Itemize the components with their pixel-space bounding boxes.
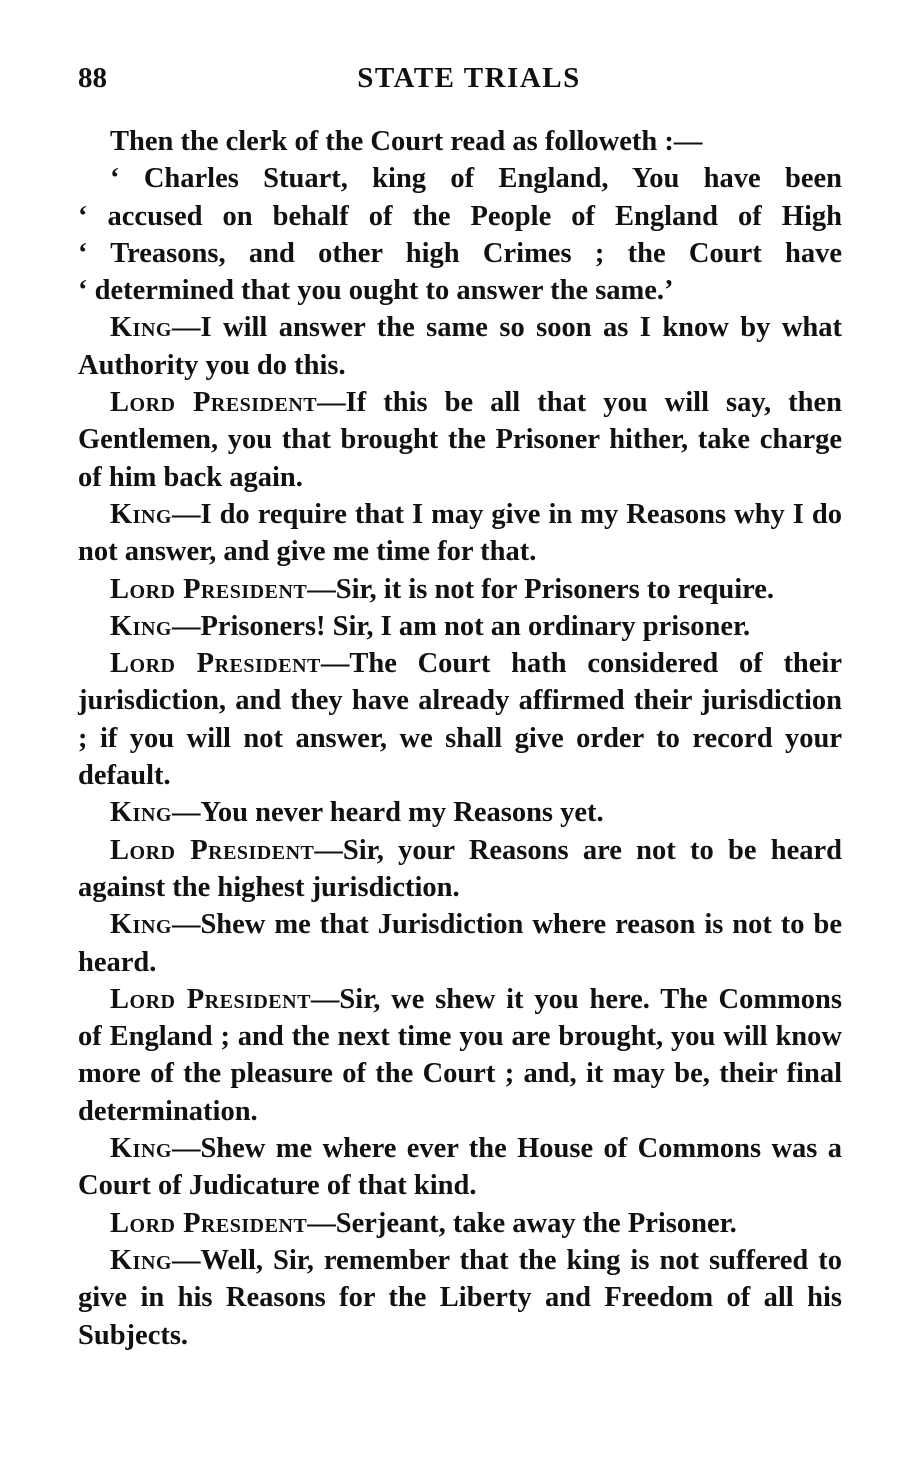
speech-text: —Sir, we shew it you here. The Commons of England ; and the next time you are brought, you will know more of the pleasure of the Court ; and, it may be, their final determination.	[78, 983, 842, 1127]
charge-line: ‘ Charles Stuart, king of England, You have been	[110, 163, 842, 195]
speech-text: —Sir, it is not for Prisoners to require.	[307, 573, 775, 605]
speaker-name: King	[110, 1133, 172, 1165]
speech-text: —Sir, your Reasons are not to be heard against the highest jurisdiction.	[78, 834, 843, 903]
speaker-name: King	[110, 1244, 172, 1276]
exchange-paragraph	[78, 1242, 842, 1354]
speech-text: —Shew me where ever the House of Commons was a Court of Judicature of that kind.	[78, 1133, 842, 1202]
speech-text: —Serjeant, take away the Prisoner.	[307, 1207, 737, 1239]
speech-text: —You never heard my Reasons yet.	[171, 797, 604, 829]
speech-text: —I will answer the same so soon as I know by what Authority you do this.	[78, 312, 842, 381]
page-number: 88	[78, 62, 107, 94]
intro-paragraph: Then the clerk of the Court read as followeth :—	[110, 126, 703, 157]
speaker-name: Lord President	[110, 573, 308, 605]
charge-line: ‘ accused on behalf of the People of England of High	[78, 200, 842, 232]
speaker-name: King	[110, 312, 172, 344]
exchange-paragraph	[78, 1205, 842, 1242]
speaker-name: King	[110, 610, 172, 642]
speaker-name: Lord President	[110, 983, 311, 1015]
exchange-paragraph	[78, 832, 842, 907]
speaker-name: Lord President	[110, 1207, 308, 1239]
speech-text: —Prisoners! Sir, I am not an ordinary prisoner.	[171, 610, 751, 642]
exchange-paragraph	[78, 309, 842, 384]
charge-line: ‘ Treasons, and other high Crimes ; the Court have	[78, 237, 842, 269]
speaker-name: King	[110, 797, 172, 829]
running-title: STATE TRIALS	[357, 62, 581, 94]
exchange-paragraph	[78, 645, 842, 794]
speaker-name: Lord President	[110, 387, 318, 419]
exchange-paragraph	[78, 384, 842, 496]
speech-text: —If this be all that you will say, then Gentlemen, you that brought the Prisoner hither, take charge of him back again.	[78, 387, 842, 493]
speech-text: —The Court hath considered of their jurisdiction, and they have already affirmed their jurisdiction ; if you will not answer, we shall give order to record your default.	[78, 648, 842, 792]
exchange-paragraph	[78, 906, 842, 981]
speech-text: —Shew me that Jurisdiction where reason is not to be heard.	[78, 909, 842, 978]
speaker-name: Lord President	[110, 834, 315, 866]
speech-text: —Well, Sir, remember that the king is not suffered to give in his Reasons for the Liberty and Freedom of all his Subjects.	[78, 1244, 842, 1351]
exchange-paragraph	[78, 794, 842, 831]
speaker-name: King	[110, 909, 172, 941]
running-head	[78, 62, 842, 106]
body-text	[78, 123, 842, 1354]
speaker-name: Lord President	[110, 648, 321, 680]
exchange-paragraph	[78, 608, 842, 645]
exchange-paragraph	[78, 571, 842, 608]
exchange-paragraph	[78, 981, 842, 1130]
speaker-name: King	[110, 498, 172, 530]
charge-line: ‘ determined that you ought to answer the same.’	[78, 275, 674, 307]
speech-text: —I do require that I may give in my Reasons why I do not answer, and give me time for that.	[78, 498, 842, 568]
exchange-paragraph	[78, 496, 842, 571]
exchange-paragraph	[78, 1130, 842, 1205]
